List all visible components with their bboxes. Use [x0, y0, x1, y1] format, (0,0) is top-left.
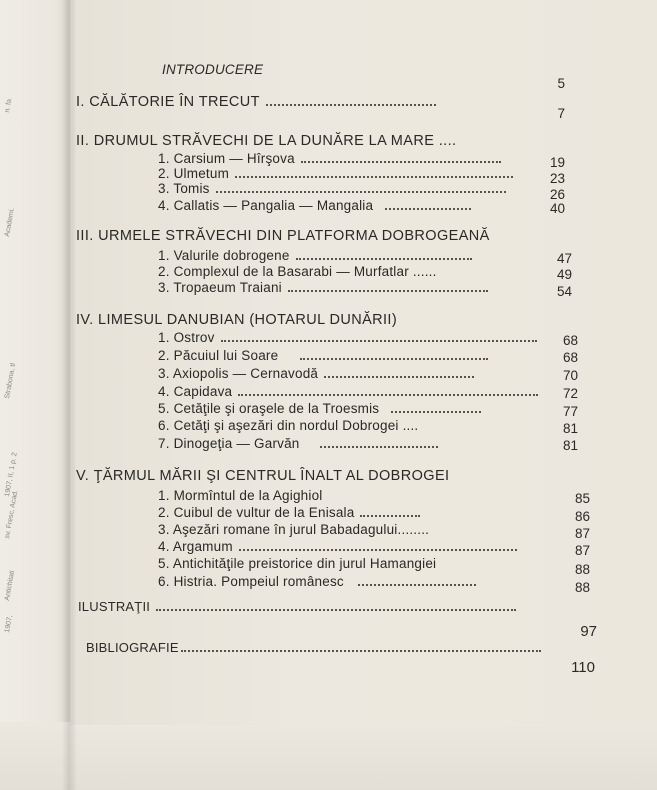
toc-item [158, 198, 471, 214]
leader-dots [391, 410, 481, 413]
toc-bibliografie [86, 640, 541, 656]
facing-page-note: 1907, II, 1 p. 2 [4, 451, 19, 498]
toc-item-page: 68 [562, 350, 578, 365]
toc-chapter [76, 468, 449, 484]
toc-item [158, 366, 474, 382]
toc-item-label: 1. Valurile dobrogene [158, 248, 290, 263]
toc-item-label: 7. Dinogeţia — Garvăn [158, 436, 300, 451]
toc-item-page: 23 [549, 171, 565, 186]
table-of-contents [70, 0, 657, 725]
facing-page-note: Academi. [4, 207, 16, 238]
toc-item [158, 574, 476, 590]
toc-item [158, 151, 501, 167]
toc-item-page: 70 [562, 368, 578, 383]
toc-item-label: 2. Ulmetum [158, 166, 230, 181]
toc-item-label: 6. Histria. Pompeiul românesc [158, 574, 344, 589]
toc-chapter-title: III. URMELE STRĂVECHI DIN PLATFORMA DOBROGEANĂ [76, 228, 490, 244]
toc-chapter [76, 228, 490, 244]
toc-ilustratii-page: 97 [580, 623, 597, 640]
toc-item [158, 280, 488, 296]
toc-item-page: 86 [574, 509, 590, 524]
toc-item [158, 166, 513, 182]
toc-item-label: 1. Carsium — Hîrşova [158, 151, 295, 166]
toc-item-page: 87 [574, 526, 590, 541]
table-of-contents-page [70, 0, 657, 725]
toc-item-page: 88 [574, 562, 590, 577]
toc-item-label: 2. Cuibul de vultur de la Enisala [158, 505, 355, 520]
toc-item-label: 5. Antichităţile preistorice din jurul Hamangiei [158, 556, 437, 571]
toc-item [158, 248, 472, 264]
toc-item-label: 6. Cetăţi şi aşezări din nordul Dobrogei .... [158, 418, 419, 433]
toc-chapter-title: IV. LIMESUL DANUBIAN (HOTARUL DUNĂRII) [76, 312, 398, 328]
toc-item-page: 40 [549, 201, 565, 216]
toc-chapter [76, 312, 397, 328]
facing-page-edge [0, 0, 70, 790]
toc-item-label: 1. Ostrov [158, 330, 215, 345]
toc-item-label: 4. Callatis — Pangalia — Mangalia [158, 198, 374, 213]
toc-item-page: 26 [549, 187, 565, 202]
leader-dots [385, 207, 471, 210]
toc-item [158, 436, 438, 452]
toc-item-page: 88 [574, 580, 590, 595]
leader-dots [288, 289, 488, 292]
toc-item [158, 401, 481, 417]
leader-dots [300, 357, 488, 360]
toc-ilustratii [78, 599, 516, 615]
toc-item-page: 68 [562, 333, 578, 348]
leader-dots [235, 175, 513, 178]
toc-chapter [76, 133, 456, 149]
leader-dots [239, 548, 517, 551]
toc-item-label: 3. Axiopolis — Cernavodă [158, 366, 319, 381]
toc-item [158, 264, 437, 280]
facing-page-note: Antichitati [4, 570, 17, 602]
toc-ilustratii-label: ILUSTRAŢII [78, 599, 151, 614]
toc-item-label: 1. Mormîntul de la Agighiol [158, 488, 323, 503]
toc-item-label: 3. Tomis [158, 181, 210, 196]
toc-item-label: 4. Argamum [158, 539, 233, 554]
leader-dots [216, 190, 506, 193]
toc-item [158, 522, 429, 538]
toc-item-page: 81 [562, 421, 578, 436]
leader-dots [181, 649, 541, 652]
leader-dots [238, 393, 538, 396]
toc-intro [162, 62, 263, 78]
toc-item-page: 49 [556, 267, 572, 282]
leader-dots [358, 583, 476, 586]
toc-item [158, 539, 517, 555]
toc-bibliografie-label: BIBLIOGRAFIE [86, 640, 179, 655]
toc-chapter [76, 94, 436, 110]
toc-item-page: 85 [574, 491, 590, 506]
toc-intro-label: INTRODUCERE [162, 62, 264, 77]
leader-dots [320, 445, 438, 448]
toc-bibliografie-page: 110 [571, 659, 595, 676]
toc-item-label: 3. Tropaeum Traiani [158, 280, 282, 295]
leader-dots [266, 103, 436, 106]
table-surface [0, 722, 657, 790]
facing-page-note: n. fa [4, 98, 14, 114]
toc-item-label: 2. Complexul de la Basarabi — Murfatlar ...... [158, 264, 437, 279]
book-spine-shadow [62, 0, 76, 790]
toc-item [158, 488, 323, 504]
facing-page-note: sv. Fresc, Acad. [4, 489, 20, 540]
leader-dots [156, 608, 516, 611]
toc-item-label: 3. Aşezări romane în jurul Babadagului........ [158, 522, 430, 537]
toc-chapter-title: II. DRUMUL STRĂVECHI DE LA DUNĂRE LA MARE .... [76, 133, 457, 149]
toc-chapter-title: V. ŢĂRMUL MĂRII ŞI CENTRUL ÎNALT AL DOBROGEI [76, 468, 450, 484]
toc-item-page: 81 [562, 438, 578, 453]
leader-dots [296, 257, 472, 260]
toc-item-page: 47 [556, 251, 572, 266]
leader-dots [324, 375, 474, 378]
toc-item [158, 384, 538, 400]
toc-item-page: 77 [562, 404, 578, 419]
leader-dots [221, 339, 537, 342]
toc-chapter-title: I. CĂLĂTORIE ÎN TRECUT [76, 94, 260, 110]
toc-chapter-page: 7 [557, 106, 565, 121]
toc-item [158, 505, 420, 521]
facing-page-note: 1907, [4, 614, 14, 634]
toc-item-page: 87 [574, 543, 590, 558]
toc-item [158, 418, 418, 434]
toc-item-page: 19 [549, 155, 565, 170]
toc-item-label: 5. Cetăţile şi oraşele de la Troesmis [158, 401, 380, 416]
toc-item-label: 2. Păcuiul lui Soare [158, 348, 279, 363]
toc-item-label: 4. Capidava [158, 384, 233, 399]
toc-item [158, 348, 488, 364]
facing-page-note: Strabona, tl [4, 362, 18, 400]
toc-item-page: 54 [556, 284, 572, 299]
toc-intro-page: 5 [557, 76, 565, 91]
leader-dots [360, 514, 420, 517]
leader-dots [301, 160, 501, 163]
toc-item [158, 181, 506, 197]
toc-item [158, 330, 537, 346]
toc-item-page: 72 [562, 386, 578, 401]
toc-item [158, 556, 436, 572]
